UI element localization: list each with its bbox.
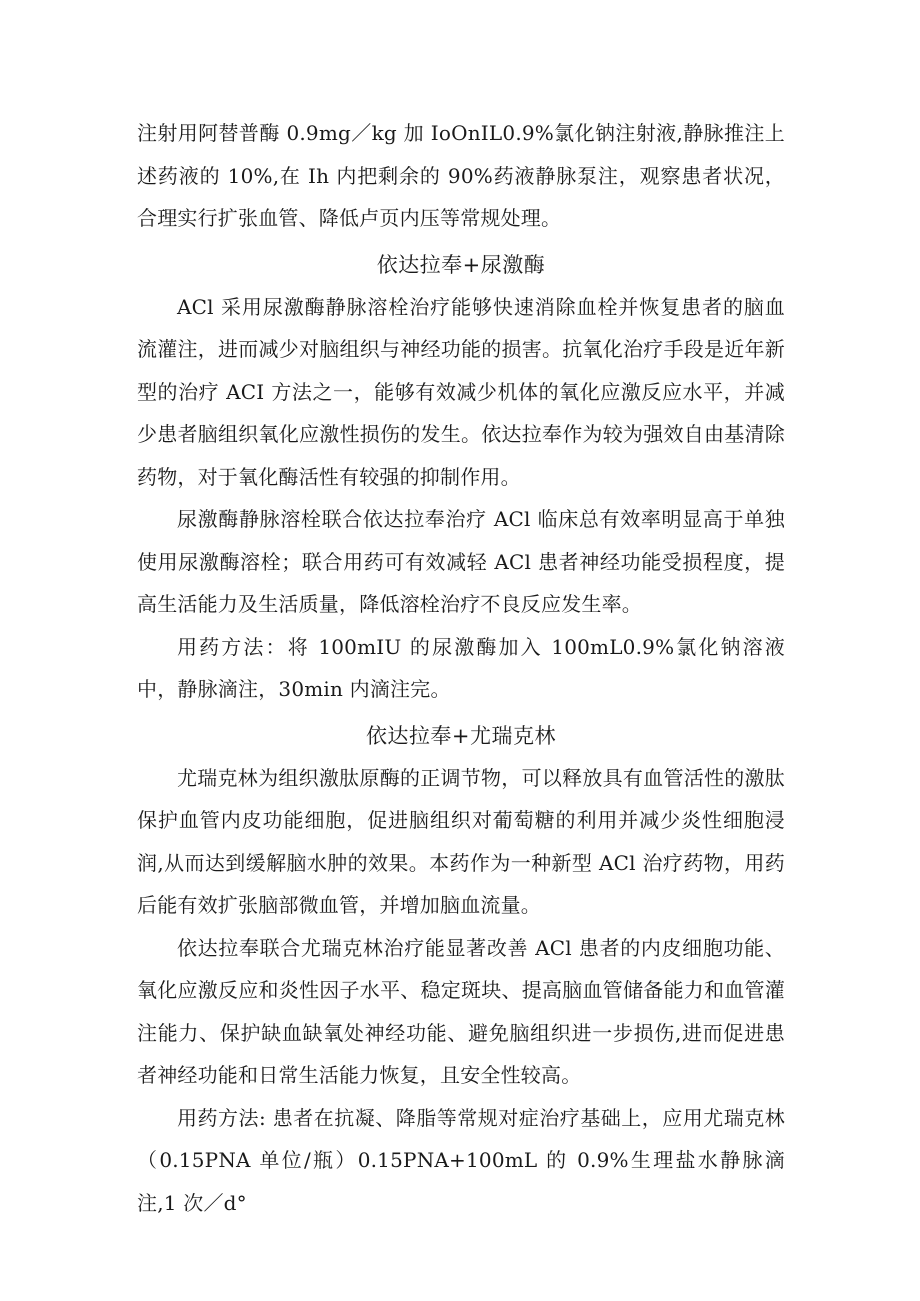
section-heading-edaravone-urokinase: 依达拉奉+尿激酶 <box>376 252 546 277</box>
paragraph-dosage-alteplase: 注射用阿替普酶 0.9mg／kg 加 IoOnIL0.9%氯化钠注射液,静脉推注上述药液的 10%,在 Ih 内把剩余的 90%药液静脉泵注，观察患者状况，合理实行扩张血管、降低卢页内压等常规处理。 <box>137 121 785 230</box>
section-heading-edaravone-urinary-kallidinogenase: 依达拉奉+尤瑞克林 <box>365 723 557 748</box>
paragraph-urokinase-dosage: 用药方法：将 100mIU 的尿激酶加入 100mL0.9%氯化钠溶液中，静脉滴注，30min 内滴注完。 <box>137 634 785 701</box>
paragraph-kallidinogenase-efficacy: 依达拉奉联合尤瑞克林治疗能显著改善 ACl 患者的内皮细胞功能、氧化应激反应和炎性因子水平、稳定斑块、提高脑血管储备能力和血管灌注能力、保护缺血缺氧处神经功能、避免脑组织进一步损伤,进而促进患者神经功能和日常生活能力恢复，且安全性较高。 <box>137 935 785 1087</box>
document-page <box>137 112 785 1224</box>
paragraph-kallidinogenase-intro: 尤瑞克林为组织激肽原酶的正调节物，可以释放具有血管活性的激肽保护血管内皮功能细胞，促进脑组织对葡萄糖的利用并减少炎性细胞浸润,从而达到缓解脑水肿的效果。本药作为一种新型 ACl 治疗药物，用药后能有效扩张脑部微血管，并增加脑血流量。 <box>137 765 785 917</box>
paragraph-kallidinogenase-dosage: 用药方法: 患者在抗凝、降脂等常规对症治疗基础上，应用尤瑞克林（0.15PNA 单位/瓶）0.15PNA+100mL 的 0.9%生理盐水静脉滴注,1 次／d° <box>137 1105 785 1215</box>
paragraph-urokinase-efficacy: 尿激酶静脉溶栓联合依达拉奉治疗 ACl 临床总有效率明显高于单独使用尿激酶溶栓；联合用药可有效减轻 ACl 患者神经功能受损程度，提高生活能力及生活质量，降低溶栓治疗不良反应发生率。 <box>137 507 785 616</box>
paragraph-urokinase-intro: ACl 采用尿激酶静脉溶栓治疗能够快速消除血栓并恢复患者的脑血流灌注，进而减少对脑组织与神经功能的损害。抗氧化治疗手段是近年新型的治疗 ACI 方法之一，能够有效减少机体的氧化应激反应水平，并减少患者脑组织氧化应激性损伤的发生。依达拉奉作为较为强效自由基清除药物，对于氧化酶活性有较强的抑制作用。 <box>137 294 785 489</box>
